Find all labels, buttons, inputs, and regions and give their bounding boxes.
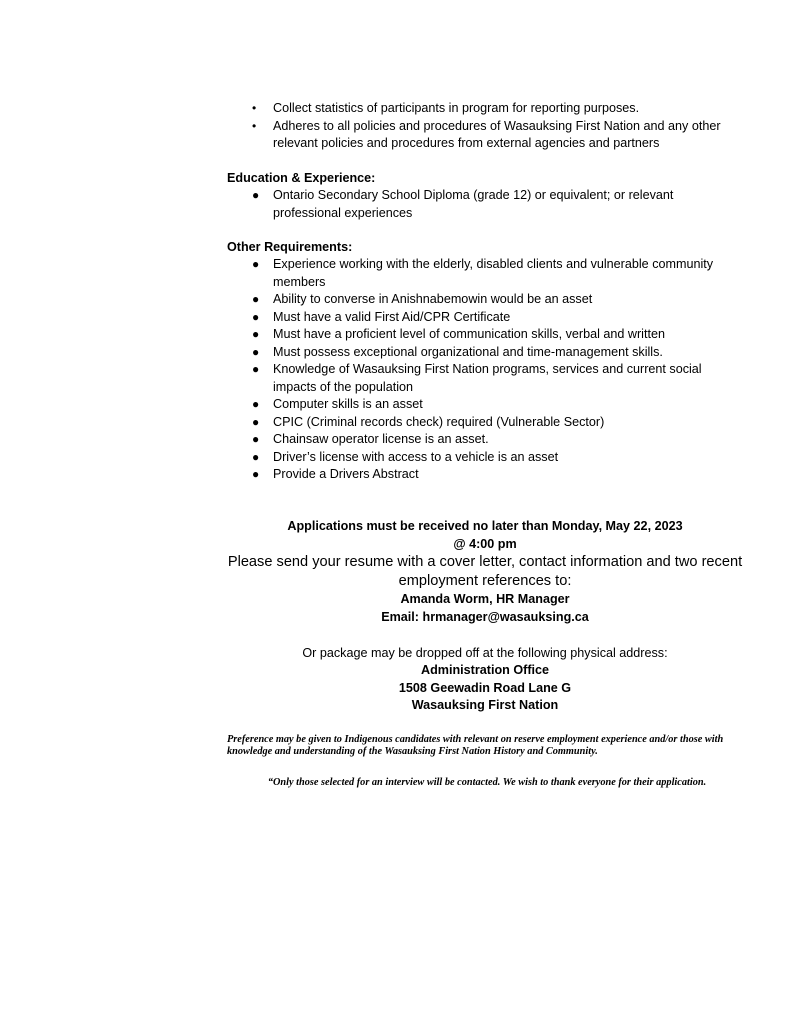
address-line-3: Wasauksing First Nation [411, 698, 559, 712]
bullet-icon: • [252, 101, 257, 115]
bullet-icon: ● [252, 414, 260, 429]
bullet-icon: ● [252, 257, 260, 271]
contact-name: Amanda Worm, HR Manager [400, 592, 570, 606]
bullet-icon: • [252, 118, 257, 133]
application-deadline: Applications must be received no later than Monday, May 22, 2023 [287, 519, 683, 533]
bullet-icon: ● [252, 432, 260, 446]
bullet-icon: ● [252, 467, 260, 481]
list-item: ● Driver’s license with access to a vehicle is an asset [0, 449, 743, 467]
list-item: ● Provide a Drivers Abstract [0, 466, 743, 484]
list-item: ● Computer skills is an asset [0, 396, 743, 414]
education-heading: Education & Experience: [227, 171, 376, 185]
instructions-line-2: employment references to: [398, 573, 572, 589]
list-item: • Collect statistics of participants in program for reporting purposes. [0, 100, 743, 118]
bullet-icon: ● [252, 188, 260, 202]
instructions-line-1: Please send your resume with a cover letter, contact information and two recent [227, 554, 743, 570]
list-item: ● Ontario Secondary School Diploma (grade 12) or equivalent; or relevant professional experiences [252, 188, 674, 220]
bullet-icon: ● [252, 309, 260, 324]
bullet-icon: ● [252, 449, 260, 464]
list-item: ● Knowledge of Wasauksing First Nation programs, services and current social impacts of the population [252, 362, 702, 394]
bullet-icon: ● [252, 362, 260, 376]
address-line-1: Administration Office [420, 663, 550, 677]
contact-email: Email: hrmanager@wasauksing.ca [381, 610, 589, 624]
list-item: • Adheres to all policies and procedures of Wasauksing First Nation and any other relevant policies and procedures from external agencies and partners [252, 118, 721, 150]
list-item: ● Must have a valid First Aid/CPR Certificate [0, 309, 743, 327]
list-item: ● Experience working with the elderly, disabled clients and vulnerable community members [252, 257, 714, 289]
application-time: @ 4:00 pm [453, 537, 517, 551]
bullet-icon: ● [252, 292, 260, 306]
requirements-list [0, 256, 743, 484]
list-item: ● CPIC (Criminal records check) required (Vulnerable Sector) [0, 414, 743, 432]
other-requirements-heading: Other Requirements: [227, 240, 353, 254]
contact-notice: “Only those selected for an interview will be contacted. We wish to thank everyone for their application. [267, 777, 707, 788]
duties-list [0, 100, 743, 153]
preference-note: Preference may be given to Indigenous candidates with relevant on reserve employment experience and/or those with knowledge and understanding of the Wasauksing First Nation History and Community. [227, 734, 724, 758]
list-item: ● Ability to converse in Anishnabemowin would be an asset [0, 291, 743, 309]
dropoff-intro: Or package may be dropped off at the following physical address: [302, 646, 668, 660]
education-list [0, 187, 743, 222]
bullet-icon: ● [252, 344, 260, 359]
bullet-icon: ● [252, 327, 260, 341]
list-item: ● Must have a proficient level of communication skills, verbal and written [0, 326, 743, 344]
bullet-icon: ● [252, 397, 260, 411]
address-line-2: 1508 Geewadin Road Lane G [398, 681, 572, 695]
list-item: ● Must possess exceptional organizational and time-management skills. [0, 344, 743, 362]
list-item: ● Chainsaw operator license is an asset. [0, 431, 743, 449]
